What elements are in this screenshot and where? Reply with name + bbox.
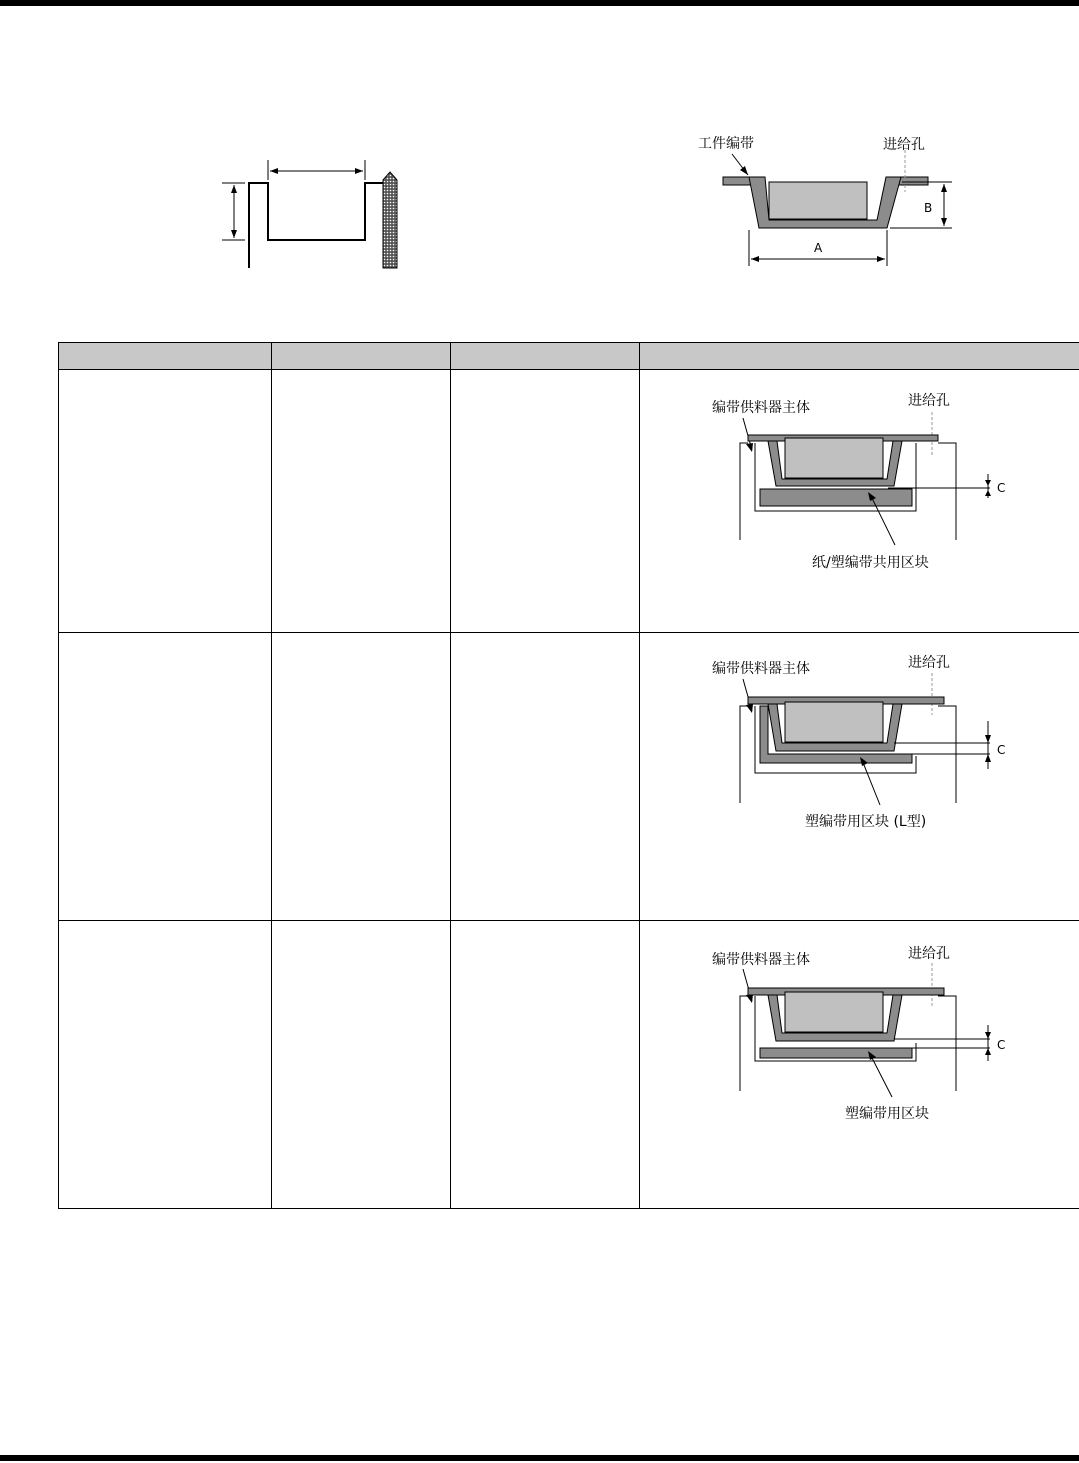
component-tape-cross-section-figure <box>690 130 960 270</box>
feed-hole-label: 进给孔 <box>908 393 950 409</box>
dim-b-label: B <box>924 201 933 215</box>
table-cell <box>59 370 272 633</box>
top-rule <box>0 0 1079 6</box>
table-cell <box>272 633 451 921</box>
table-row <box>59 633 1079 921</box>
table-row <box>59 370 1079 633</box>
table-cell <box>272 370 451 633</box>
table-header-row <box>59 343 1079 370</box>
feed-hole-label: 进给孔 <box>908 946 950 962</box>
dim-c-label: C <box>997 1038 1006 1052</box>
table-cell-figure <box>640 370 1079 633</box>
plastic-l-block-figure <box>640 633 1078 920</box>
table-row <box>59 921 1079 1209</box>
feeder-body-label: 编带供料器主体 <box>712 952 810 968</box>
table-cell <box>451 921 640 1209</box>
feeder-block-spec-table <box>58 342 1079 1209</box>
header-cell-4 <box>640 343 1079 370</box>
tape-pocket-outline-figure <box>215 150 415 275</box>
header-cell-3 <box>451 343 640 370</box>
table-cell-figure <box>640 921 1079 1209</box>
block-label: 塑编带用区块 <box>845 1106 929 1122</box>
table-cell <box>451 370 640 633</box>
block-label: 塑编带用区块 (L型) <box>805 814 927 830</box>
paper-plastic-shared-block-figure <box>640 370 1078 632</box>
header-cell-2 <box>272 343 451 370</box>
table-cell-figure <box>640 633 1079 921</box>
feeder-body-label: 编带供料器主体 <box>712 400 810 416</box>
table-cell <box>59 921 272 1209</box>
table-cell <box>272 921 451 1209</box>
dim-a-label: A <box>814 241 823 255</box>
plastic-block-figure <box>640 921 1078 1208</box>
table-cell <box>451 633 640 921</box>
feed-hole-label: 进给孔 <box>908 655 950 671</box>
bottom-rule <box>0 1455 1079 1461</box>
feeder-body-label: 编带供料器主体 <box>712 661 810 677</box>
feed-hole-label: 进给孔 <box>883 137 925 153</box>
table-cell <box>59 633 272 921</box>
block-label: 纸/塑编带共用区块 <box>812 555 929 571</box>
dim-c-label: C <box>997 481 1006 495</box>
component-tape-label: 工件编带 <box>698 136 754 152</box>
header-cell-1 <box>59 343 272 370</box>
dim-c-label: C <box>997 743 1006 757</box>
